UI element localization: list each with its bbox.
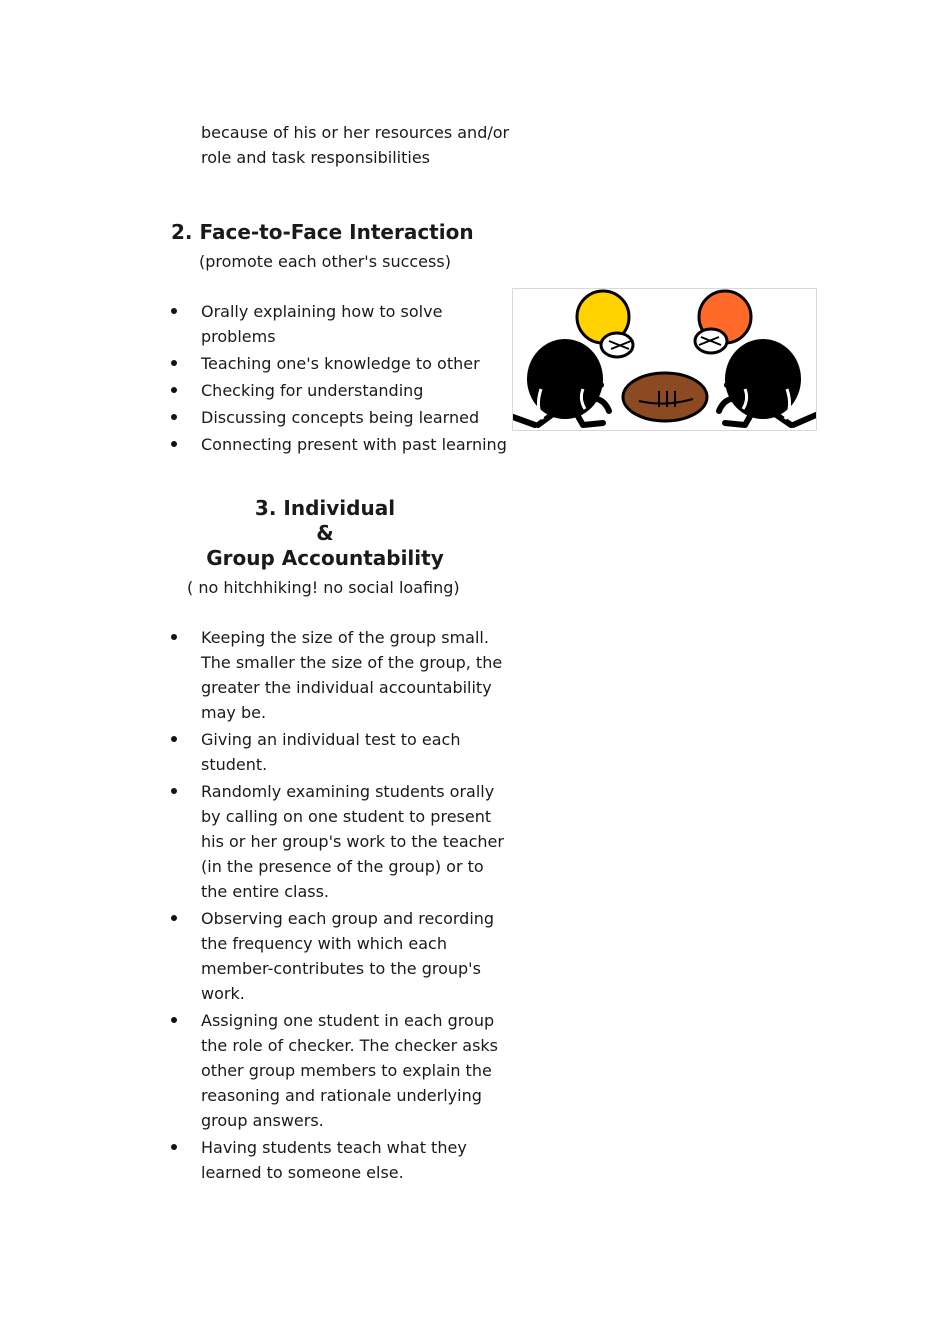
- section3-subtitle: ( no hitchhiking! no social loafing): [187, 578, 460, 597]
- list-item-text: Teaching one's knowledge to other: [201, 354, 480, 373]
- bullet-icon: [171, 736, 177, 742]
- bullet-icon: [171, 414, 177, 420]
- list-item-text: Randomly examining students orally by calling on one student to present his or her group's work to the teacher (in the presence of the group) or to the entire class.: [201, 782, 504, 901]
- football: [623, 373, 707, 421]
- section2-list: [171, 299, 516, 459]
- list-item: [171, 432, 516, 457]
- bullet-icon: [171, 1017, 177, 1023]
- bullet-icon: [171, 387, 177, 393]
- list-item: [171, 1135, 516, 1185]
- list-item-text: Discussing concepts being learned: [201, 408, 480, 427]
- list-item-text: Keeping the size of the group small. The smaller the size of the group, the greater the individual accountability may be.: [201, 628, 503, 722]
- list-item: [171, 625, 516, 725]
- list-item-text: Having students teach what they learned to someone else.: [201, 1138, 467, 1182]
- bullet-icon: [171, 1144, 177, 1150]
- section3-heading-line-2: &: [316, 521, 334, 545]
- list-item: [171, 351, 516, 376]
- intro-paragraph: [201, 120, 521, 170]
- intro-line-2: role and task responsibilities: [201, 148, 431, 167]
- right-player: [695, 291, 816, 425]
- list-item: [171, 378, 516, 403]
- section2-heading: 2. Face-to-Face Interaction: [171, 220, 474, 244]
- section3-heading: [170, 496, 480, 571]
- football-players-icon: [512, 288, 817, 431]
- list-item-text: Orally explaining how to solve problems: [201, 302, 443, 346]
- list-item: [171, 906, 516, 1006]
- list-item: [171, 299, 516, 349]
- list-item-text: Observing each group and recording the frequency with which each member-contributes to the group's work.: [201, 909, 495, 1003]
- intro-line-1: because of his or her resources and/or: [201, 123, 510, 142]
- list-item: [171, 1008, 516, 1133]
- bullet-icon: [171, 634, 177, 640]
- bullet-icon: [171, 915, 177, 921]
- bullet-icon: [171, 788, 177, 794]
- list-item-text: Giving an individual test to each student.: [201, 730, 461, 774]
- football-illustration: [513, 289, 816, 430]
- list-item: [171, 405, 516, 430]
- left-player: [513, 291, 633, 425]
- bullet-icon: [171, 360, 177, 366]
- bullet-icon: [171, 441, 177, 447]
- list-item: [171, 727, 516, 777]
- list-item: [171, 779, 516, 904]
- section3-list: [171, 625, 516, 1187]
- list-item-text: Assigning one student in each group the role of checker. The checker asks other group members to explain the reasoning and rationale underlying group answers.: [201, 1011, 499, 1130]
- bullet-icon: [171, 308, 177, 314]
- section3-heading-line-1: 3. Individual: [254, 496, 396, 520]
- section2-subtitle: (promote each other's success): [199, 252, 451, 271]
- list-item-text: Connecting present with past learning: [201, 435, 507, 454]
- list-item-text: Checking for understanding: [201, 381, 424, 400]
- section3-heading-line-3: Group Accountability: [206, 546, 444, 570]
